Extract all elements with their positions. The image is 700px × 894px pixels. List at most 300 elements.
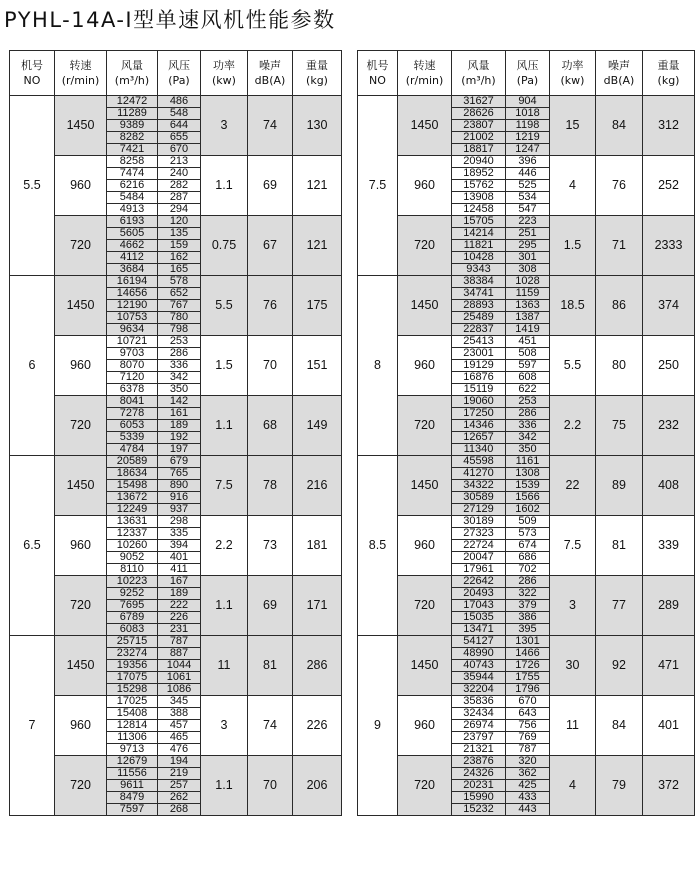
airflow-cell: 15990 bbox=[452, 792, 506, 804]
machine-number-cell: 8 bbox=[358, 276, 398, 456]
airflow-cell: 11821 bbox=[452, 240, 506, 252]
power-cell: 4 bbox=[550, 156, 596, 216]
pressure-cell: 780 bbox=[158, 312, 201, 324]
airflow-cell: 13908 bbox=[452, 192, 506, 204]
pressure-cell: 194 bbox=[158, 756, 201, 768]
weight-cell: 121 bbox=[293, 156, 342, 216]
airflow-cell: 25413 bbox=[452, 336, 506, 348]
airflow-cell: 15705 bbox=[452, 216, 506, 228]
airflow-cell: 9634 bbox=[107, 324, 158, 336]
noise-cell: 81 bbox=[248, 636, 293, 696]
pressure-cell: 1086 bbox=[158, 684, 201, 696]
pressure-cell: 350 bbox=[158, 384, 201, 396]
airflow-cell: 45598 bbox=[452, 456, 506, 468]
pressure-cell: 262 bbox=[158, 792, 201, 804]
table-row bbox=[10, 96, 342, 108]
airflow-cell: 27129 bbox=[452, 504, 506, 516]
airflow-cell: 9252 bbox=[107, 588, 158, 600]
pressure-cell: 342 bbox=[506, 432, 550, 444]
airflow-cell: 28893 bbox=[452, 300, 506, 312]
airflow-cell: 17961 bbox=[452, 564, 506, 576]
pressure-cell: 345 bbox=[158, 696, 201, 708]
speed-cell: 960 bbox=[398, 336, 452, 396]
pressure-cell: 142 bbox=[158, 396, 201, 408]
airflow-cell: 18817 bbox=[452, 144, 506, 156]
airflow-cell: 18952 bbox=[452, 168, 506, 180]
weight-cell: 401 bbox=[643, 696, 695, 756]
header-no bbox=[10, 51, 55, 96]
power-cell: 0.75 bbox=[201, 216, 248, 276]
airflow-cell: 12249 bbox=[107, 504, 158, 516]
noise-cell: 84 bbox=[596, 96, 643, 156]
fan-performance-table-left bbox=[9, 50, 342, 816]
table-row bbox=[358, 396, 695, 408]
pressure-cell: 573 bbox=[506, 528, 550, 540]
pressure-cell: 433 bbox=[506, 792, 550, 804]
noise-cell: 81 bbox=[596, 516, 643, 576]
airflow-cell: 3684 bbox=[107, 264, 158, 276]
weight-cell: 471 bbox=[643, 636, 695, 696]
airflow-cell: 19356 bbox=[107, 660, 158, 672]
airflow-cell: 5339 bbox=[107, 432, 158, 444]
weight-cell: 250 bbox=[643, 336, 695, 396]
noise-cell: 70 bbox=[248, 756, 293, 816]
noise-cell: 76 bbox=[596, 156, 643, 216]
airflow-cell: 22724 bbox=[452, 540, 506, 552]
airflow-cell: 6083 bbox=[107, 624, 158, 636]
table-row bbox=[10, 456, 342, 468]
pressure-cell: 135 bbox=[158, 228, 201, 240]
airflow-cell: 8041 bbox=[107, 396, 158, 408]
airflow-cell: 19060 bbox=[452, 396, 506, 408]
header-noise-unit: dB(A) bbox=[603, 74, 635, 87]
table-row bbox=[10, 276, 342, 288]
noise-cell: 76 bbox=[248, 276, 293, 336]
pressure-cell: 1198 bbox=[506, 120, 550, 132]
weight-cell: 130 bbox=[293, 96, 342, 156]
pressure-cell: 887 bbox=[158, 648, 201, 660]
weight-cell: 216 bbox=[293, 456, 342, 516]
header-pressure-label: 风压 bbox=[168, 59, 190, 72]
pressure-cell: 916 bbox=[158, 492, 201, 504]
pressure-cell: 597 bbox=[506, 360, 550, 372]
pressure-cell: 769 bbox=[506, 732, 550, 744]
table-row bbox=[358, 456, 695, 468]
header-no-label: 机号 bbox=[366, 59, 389, 72]
noise-cell: 69 bbox=[248, 576, 293, 636]
pressure-cell: 120 bbox=[158, 216, 201, 228]
airflow-cell: 8258 bbox=[107, 156, 158, 168]
pressure-cell: 643 bbox=[506, 708, 550, 720]
airflow-cell: 23807 bbox=[452, 120, 506, 132]
fan-performance-table-right bbox=[357, 50, 695, 816]
header-weight bbox=[293, 51, 342, 96]
noise-cell: 79 bbox=[596, 756, 643, 816]
pressure-cell: 396 bbox=[506, 156, 550, 168]
power-cell: 7.5 bbox=[201, 456, 248, 516]
pressure-cell: 644 bbox=[158, 120, 201, 132]
pressure-cell: 294 bbox=[158, 204, 201, 216]
header-power-unit: (kw) bbox=[212, 74, 236, 87]
noise-cell: 84 bbox=[596, 696, 643, 756]
noise-cell: 75 bbox=[596, 396, 643, 456]
pressure-cell: 286 bbox=[506, 408, 550, 420]
airflow-cell: 14346 bbox=[452, 420, 506, 432]
airflow-cell: 4784 bbox=[107, 444, 158, 456]
page-title: PYHL-14A-Ⅰ型单速风机性能参数 bbox=[4, 8, 336, 32]
airflow-cell: 23797 bbox=[452, 732, 506, 744]
airflow-cell: 9713 bbox=[107, 744, 158, 756]
airflow-cell: 12814 bbox=[107, 720, 158, 732]
airflow-cell: 6378 bbox=[107, 384, 158, 396]
power-cell: 3 bbox=[201, 696, 248, 756]
noise-cell: 86 bbox=[596, 276, 643, 336]
speed-cell: 960 bbox=[55, 696, 107, 756]
power-cell: 5.5 bbox=[550, 336, 596, 396]
airflow-cell: 6216 bbox=[107, 180, 158, 192]
pressure-cell: 189 bbox=[158, 588, 201, 600]
airflow-cell: 15498 bbox=[107, 480, 158, 492]
airflow-cell: 11340 bbox=[452, 444, 506, 456]
header-no-unit: NO bbox=[23, 74, 41, 87]
airflow-cell: 23274 bbox=[107, 648, 158, 660]
airflow-cell: 14214 bbox=[452, 228, 506, 240]
airflow-cell: 4913 bbox=[107, 204, 158, 216]
pressure-cell: 451 bbox=[506, 336, 550, 348]
table-row bbox=[10, 216, 342, 228]
speed-cell: 720 bbox=[55, 216, 107, 276]
airflow-cell: 12190 bbox=[107, 300, 158, 312]
airflow-cell: 18634 bbox=[107, 468, 158, 480]
speed-cell: 1450 bbox=[55, 456, 107, 516]
table-row bbox=[10, 696, 342, 708]
airflow-cell: 48990 bbox=[452, 648, 506, 660]
speed-cell: 1450 bbox=[398, 456, 452, 516]
header-noise-label: 噪声 bbox=[259, 59, 281, 72]
header-power-label: 功率 bbox=[561, 59, 584, 72]
table-row bbox=[10, 636, 342, 648]
pressure-cell: 253 bbox=[158, 336, 201, 348]
pressure-cell: 670 bbox=[506, 696, 550, 708]
airflow-cell: 15298 bbox=[107, 684, 158, 696]
noise-cell: 80 bbox=[596, 336, 643, 396]
pressure-cell: 395 bbox=[506, 624, 550, 636]
table-row bbox=[358, 96, 695, 108]
power-cell: 15 bbox=[550, 96, 596, 156]
airflow-cell: 9389 bbox=[107, 120, 158, 132]
table-row bbox=[358, 576, 695, 588]
header-power-label: 功率 bbox=[213, 59, 235, 72]
pressure-cell: 548 bbox=[158, 108, 201, 120]
pressure-cell: 240 bbox=[158, 168, 201, 180]
speed-cell: 720 bbox=[398, 396, 452, 456]
power-cell: 1.1 bbox=[201, 396, 248, 456]
airflow-cell: 8110 bbox=[107, 564, 158, 576]
header-no-unit: NO bbox=[369, 74, 386, 87]
airflow-cell: 15035 bbox=[452, 612, 506, 624]
airflow-cell: 35944 bbox=[452, 672, 506, 684]
airflow-cell: 9343 bbox=[452, 264, 506, 276]
airflow-cell: 19129 bbox=[452, 360, 506, 372]
pressure-cell: 508 bbox=[506, 348, 550, 360]
airflow-cell: 7474 bbox=[107, 168, 158, 180]
weight-cell: 151 bbox=[293, 336, 342, 396]
pressure-cell: 1159 bbox=[506, 288, 550, 300]
pressure-cell: 756 bbox=[506, 720, 550, 732]
airflow-cell: 22837 bbox=[452, 324, 506, 336]
pressure-cell: 1796 bbox=[506, 684, 550, 696]
noise-cell: 74 bbox=[248, 96, 293, 156]
pressure-cell: 350 bbox=[506, 444, 550, 456]
airflow-cell: 6193 bbox=[107, 216, 158, 228]
speed-cell: 960 bbox=[55, 156, 107, 216]
noise-cell: 68 bbox=[248, 396, 293, 456]
pressure-cell: 686 bbox=[506, 552, 550, 564]
speed-cell: 1450 bbox=[398, 96, 452, 156]
power-cell: 1.5 bbox=[201, 336, 248, 396]
header-noise bbox=[596, 51, 643, 96]
speed-cell: 960 bbox=[398, 516, 452, 576]
pressure-cell: 286 bbox=[506, 576, 550, 588]
pressure-cell: 525 bbox=[506, 180, 550, 192]
power-cell: 30 bbox=[550, 636, 596, 696]
pressure-cell: 578 bbox=[158, 276, 201, 288]
airflow-cell: 41270 bbox=[452, 468, 506, 480]
airflow-cell: 23876 bbox=[452, 756, 506, 768]
pressure-cell: 342 bbox=[158, 372, 201, 384]
table-row bbox=[10, 516, 342, 528]
table-row bbox=[358, 636, 695, 648]
table-row bbox=[10, 756, 342, 768]
machine-number-cell: 9 bbox=[358, 636, 398, 816]
pressure-cell: 165 bbox=[158, 264, 201, 276]
airflow-cell: 7278 bbox=[107, 408, 158, 420]
table-row bbox=[10, 576, 342, 588]
speed-cell: 960 bbox=[55, 516, 107, 576]
header-flow-unit: (m³/h) bbox=[114, 74, 150, 87]
airflow-cell: 6789 bbox=[107, 612, 158, 624]
pressure-cell: 401 bbox=[158, 552, 201, 564]
airflow-cell: 15119 bbox=[452, 384, 506, 396]
header-row bbox=[10, 51, 342, 96]
pressure-cell: 308 bbox=[506, 264, 550, 276]
airflow-cell: 7695 bbox=[107, 600, 158, 612]
pressure-cell: 425 bbox=[506, 780, 550, 792]
airflow-cell: 14656 bbox=[107, 288, 158, 300]
airflow-cell: 15408 bbox=[107, 708, 158, 720]
airflow-cell: 34322 bbox=[452, 480, 506, 492]
power-cell: 1.5 bbox=[550, 216, 596, 276]
table-row bbox=[10, 336, 342, 348]
pressure-cell: 465 bbox=[158, 732, 201, 744]
airflow-cell: 20940 bbox=[452, 156, 506, 168]
airflow-cell: 28626 bbox=[452, 108, 506, 120]
noise-cell: 92 bbox=[596, 636, 643, 696]
noise-cell: 71 bbox=[596, 216, 643, 276]
pressure-cell: 446 bbox=[506, 168, 550, 180]
pressure-cell: 1539 bbox=[506, 480, 550, 492]
pressure-cell: 1466 bbox=[506, 648, 550, 660]
table-row bbox=[358, 696, 695, 708]
pressure-cell: 161 bbox=[158, 408, 201, 420]
header-row bbox=[358, 51, 695, 96]
pressure-cell: 509 bbox=[506, 516, 550, 528]
header-noise-label: 噪声 bbox=[608, 59, 630, 72]
airflow-cell: 17250 bbox=[452, 408, 506, 420]
noise-cell: 70 bbox=[248, 336, 293, 396]
airflow-cell: 20047 bbox=[452, 552, 506, 564]
airflow-cell: 4112 bbox=[107, 252, 158, 264]
header-speed-label: 转速 bbox=[413, 59, 436, 72]
pressure-cell: 787 bbox=[158, 636, 201, 648]
table-row bbox=[358, 756, 695, 768]
machine-number-cell: 7 bbox=[10, 636, 55, 816]
pressure-cell: 765 bbox=[158, 468, 201, 480]
header-flow-unit: (m³/h) bbox=[461, 74, 496, 87]
airflow-cell: 12337 bbox=[107, 528, 158, 540]
header-flow bbox=[452, 51, 506, 96]
noise-cell: 78 bbox=[248, 456, 293, 516]
airflow-cell: 9703 bbox=[107, 348, 158, 360]
speed-cell: 720 bbox=[398, 576, 452, 636]
noise-cell: 69 bbox=[248, 156, 293, 216]
speed-cell: 720 bbox=[398, 756, 452, 816]
pressure-cell: 394 bbox=[158, 540, 201, 552]
pressure-cell: 257 bbox=[158, 780, 201, 792]
airflow-cell: 16194 bbox=[107, 276, 158, 288]
machine-number-cell: 6 bbox=[10, 276, 55, 456]
airflow-cell: 7597 bbox=[107, 804, 158, 816]
power-cell: 1.1 bbox=[201, 576, 248, 636]
weight-cell: 175 bbox=[293, 276, 342, 336]
airflow-cell: 11289 bbox=[107, 108, 158, 120]
airflow-cell: 23001 bbox=[452, 348, 506, 360]
header-speed-label: 转速 bbox=[69, 59, 92, 72]
weight-cell: 372 bbox=[643, 756, 695, 816]
speed-cell: 720 bbox=[55, 576, 107, 636]
weight-cell: 149 bbox=[293, 396, 342, 456]
table-row bbox=[358, 336, 695, 348]
weight-cell: 121 bbox=[293, 216, 342, 276]
header-speed-unit: (r/min) bbox=[405, 74, 444, 87]
pressure-cell: 608 bbox=[506, 372, 550, 384]
airflow-cell: 12657 bbox=[452, 432, 506, 444]
pressure-cell: 890 bbox=[158, 480, 201, 492]
pressure-cell: 298 bbox=[158, 516, 201, 528]
power-cell: 11 bbox=[201, 636, 248, 696]
airflow-cell: 32204 bbox=[452, 684, 506, 696]
airflow-cell: 6053 bbox=[107, 420, 158, 432]
pressure-cell: 286 bbox=[158, 348, 201, 360]
pressure-cell: 1387 bbox=[506, 312, 550, 324]
airflow-cell: 21002 bbox=[452, 132, 506, 144]
pressure-cell: 219 bbox=[158, 768, 201, 780]
header-noise-unit: dB(A) bbox=[254, 74, 286, 87]
header-power bbox=[550, 51, 596, 96]
noise-cell: 73 bbox=[248, 516, 293, 576]
table-row bbox=[358, 216, 695, 228]
header-weight-unit: (kg) bbox=[657, 74, 680, 87]
pressure-cell: 159 bbox=[158, 240, 201, 252]
header-flow-label: 风量 bbox=[121, 59, 143, 72]
pressure-cell: 231 bbox=[158, 624, 201, 636]
power-cell: 5.5 bbox=[201, 276, 248, 336]
pressure-cell: 534 bbox=[506, 192, 550, 204]
power-cell: 11 bbox=[550, 696, 596, 756]
header-pressure-unit: (Pa) bbox=[516, 74, 539, 87]
machine-number-cell: 6.5 bbox=[10, 456, 55, 636]
pressure-cell: 787 bbox=[506, 744, 550, 756]
airflow-cell: 13471 bbox=[452, 624, 506, 636]
pressure-cell: 295 bbox=[506, 240, 550, 252]
airflow-cell: 10753 bbox=[107, 312, 158, 324]
pressure-cell: 386 bbox=[506, 612, 550, 624]
airflow-cell: 12458 bbox=[452, 204, 506, 216]
header-no-label: 机号 bbox=[21, 59, 43, 72]
power-cell: 2.2 bbox=[550, 396, 596, 456]
pressure-cell: 655 bbox=[158, 132, 201, 144]
airflow-cell: 5484 bbox=[107, 192, 158, 204]
power-cell: 18.5 bbox=[550, 276, 596, 336]
airflow-cell: 11556 bbox=[107, 768, 158, 780]
speed-cell: 1450 bbox=[398, 636, 452, 696]
header-pressure-label: 风压 bbox=[516, 59, 539, 72]
pressure-cell: 253 bbox=[506, 396, 550, 408]
pressure-cell: 411 bbox=[158, 564, 201, 576]
airflow-cell: 34741 bbox=[452, 288, 506, 300]
airflow-cell: 7120 bbox=[107, 372, 158, 384]
pressure-cell: 251 bbox=[506, 228, 550, 240]
pressure-cell: 937 bbox=[158, 504, 201, 516]
pressure-cell: 702 bbox=[506, 564, 550, 576]
pressure-cell: 336 bbox=[506, 420, 550, 432]
power-cell: 1.1 bbox=[201, 156, 248, 216]
airflow-cell: 13631 bbox=[107, 516, 158, 528]
airflow-cell: 25489 bbox=[452, 312, 506, 324]
table-row bbox=[358, 276, 695, 288]
table-row bbox=[358, 516, 695, 528]
pressure-cell: 1602 bbox=[506, 504, 550, 516]
airflow-cell: 30589 bbox=[452, 492, 506, 504]
pressure-cell: 1061 bbox=[158, 672, 201, 684]
pressure-cell: 1419 bbox=[506, 324, 550, 336]
airflow-cell: 8070 bbox=[107, 360, 158, 372]
machine-number-cell: 8.5 bbox=[358, 456, 398, 636]
pressure-cell: 189 bbox=[158, 420, 201, 432]
noise-cell: 89 bbox=[596, 456, 643, 516]
header-pressure bbox=[158, 51, 201, 96]
airflow-cell: 10260 bbox=[107, 540, 158, 552]
airflow-cell: 8282 bbox=[107, 132, 158, 144]
pressure-cell: 1161 bbox=[506, 456, 550, 468]
speed-cell: 720 bbox=[55, 396, 107, 456]
noise-cell: 74 bbox=[248, 696, 293, 756]
pressure-cell: 674 bbox=[506, 540, 550, 552]
airflow-cell: 9052 bbox=[107, 552, 158, 564]
pressure-cell: 1219 bbox=[506, 132, 550, 144]
header-no bbox=[358, 51, 398, 96]
airflow-cell: 15232 bbox=[452, 804, 506, 816]
pressure-cell: 1566 bbox=[506, 492, 550, 504]
header-speed bbox=[398, 51, 452, 96]
pressure-cell: 1247 bbox=[506, 144, 550, 156]
pressure-cell: 320 bbox=[506, 756, 550, 768]
pressure-cell: 1018 bbox=[506, 108, 550, 120]
pressure-cell: 767 bbox=[158, 300, 201, 312]
airflow-cell: 27323 bbox=[452, 528, 506, 540]
speed-cell: 1450 bbox=[55, 636, 107, 696]
pressure-cell: 679 bbox=[158, 456, 201, 468]
